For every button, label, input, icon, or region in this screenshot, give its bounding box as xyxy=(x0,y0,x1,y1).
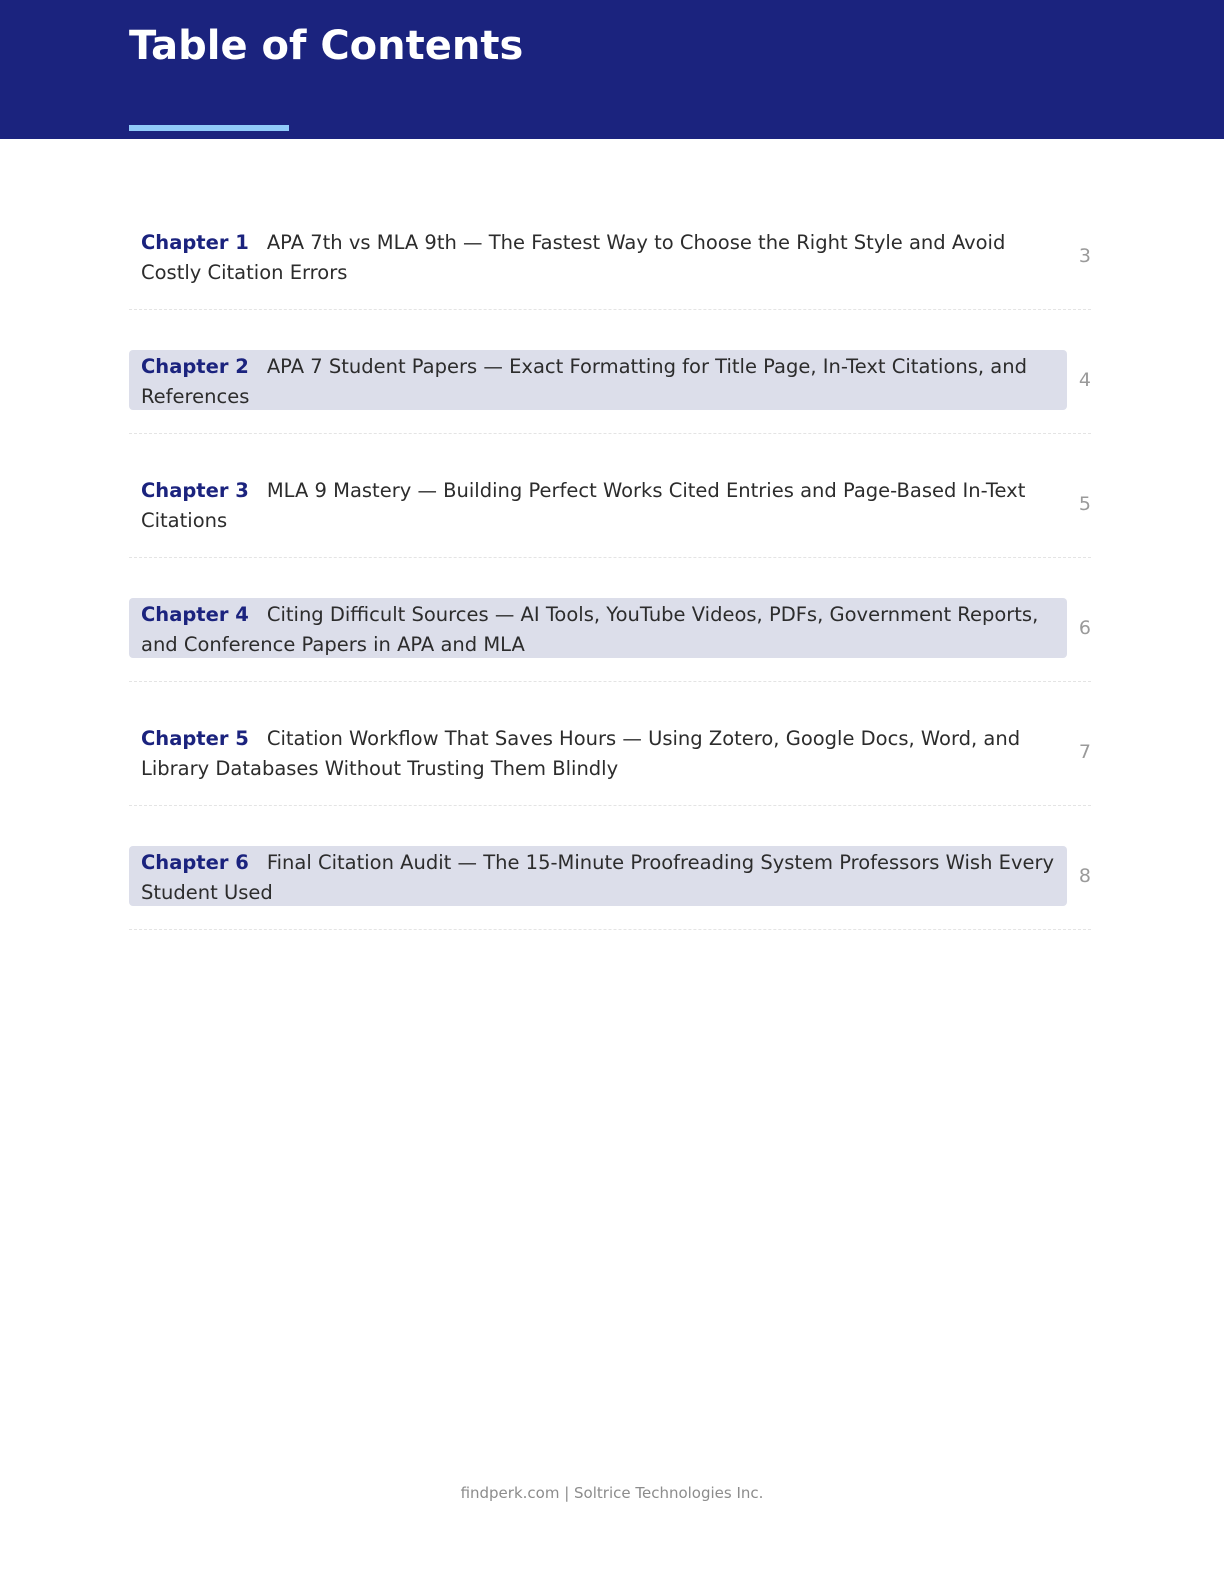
chapter-title: Citing Difficult Sources — AI Tools, YouTube Videos, PDFs, Government Reports, and Conference Papers in APA and MLA xyxy=(141,603,1039,656)
chapter-title: Final Citation Audit — The 15-Minute Proofreading System Professors Wish Every Student Used xyxy=(141,851,1055,904)
chapter-label: Chapter 2 xyxy=(141,355,249,378)
toc-entry-text xyxy=(129,598,1067,658)
toc-entry-text xyxy=(129,474,1067,534)
toc-entry-text xyxy=(129,226,1067,286)
page-number: 6 xyxy=(1078,617,1091,639)
chapter-title: APA 7 Student Papers — Exact Formatting for Title Page, In-Text Citations, and References xyxy=(141,355,1027,408)
chapter-label: Chapter 5 xyxy=(141,727,249,750)
chapter-label: Chapter 4 xyxy=(141,603,249,626)
chapter-label: Chapter 6 xyxy=(141,851,249,874)
toc-entry-text xyxy=(129,350,1067,410)
toc-entry-text xyxy=(129,722,1067,782)
toc-list xyxy=(129,186,1091,930)
toc-entry-chapter-5[interactable] xyxy=(129,682,1091,806)
toc-entry-chapter-3[interactable] xyxy=(129,434,1091,558)
page-number: 3 xyxy=(1078,245,1091,267)
chapter-title: MLA 9 Mastery — Building Perfect Works Cited Entries and Page-Based In-Text Citations xyxy=(141,479,1026,532)
toc-entry-text xyxy=(129,846,1067,906)
page-title: Table of Contents xyxy=(129,23,524,69)
page-number: 4 xyxy=(1078,369,1091,391)
toc-entry-chapter-6[interactable] xyxy=(129,806,1091,930)
chapter-label: Chapter 3 xyxy=(141,479,249,502)
page-number: 7 xyxy=(1078,741,1091,763)
footer-text: findperk.com | Soltrice Technologies Inc. xyxy=(460,1484,764,1502)
toc-entry-chapter-4[interactable] xyxy=(129,558,1091,682)
toc-entry-chapter-2[interactable] xyxy=(129,310,1091,434)
chapter-label: Chapter 1 xyxy=(141,231,249,254)
toc-entry-chapter-1[interactable] xyxy=(129,186,1091,310)
header-banner xyxy=(0,0,1224,139)
title-accent-bar xyxy=(129,125,289,131)
page-number: 8 xyxy=(1078,865,1091,887)
chapter-title: Citation Workflow That Saves Hours — Using Zotero, Google Docs, Word, and Library Databases Without Trusting Them Blindly xyxy=(141,727,1021,780)
page-number: 5 xyxy=(1078,493,1091,515)
chapter-title: APA 7th vs MLA 9th — The Fastest Way to Choose the Right Style and Avoid Costly Citation Errors xyxy=(141,231,1006,284)
